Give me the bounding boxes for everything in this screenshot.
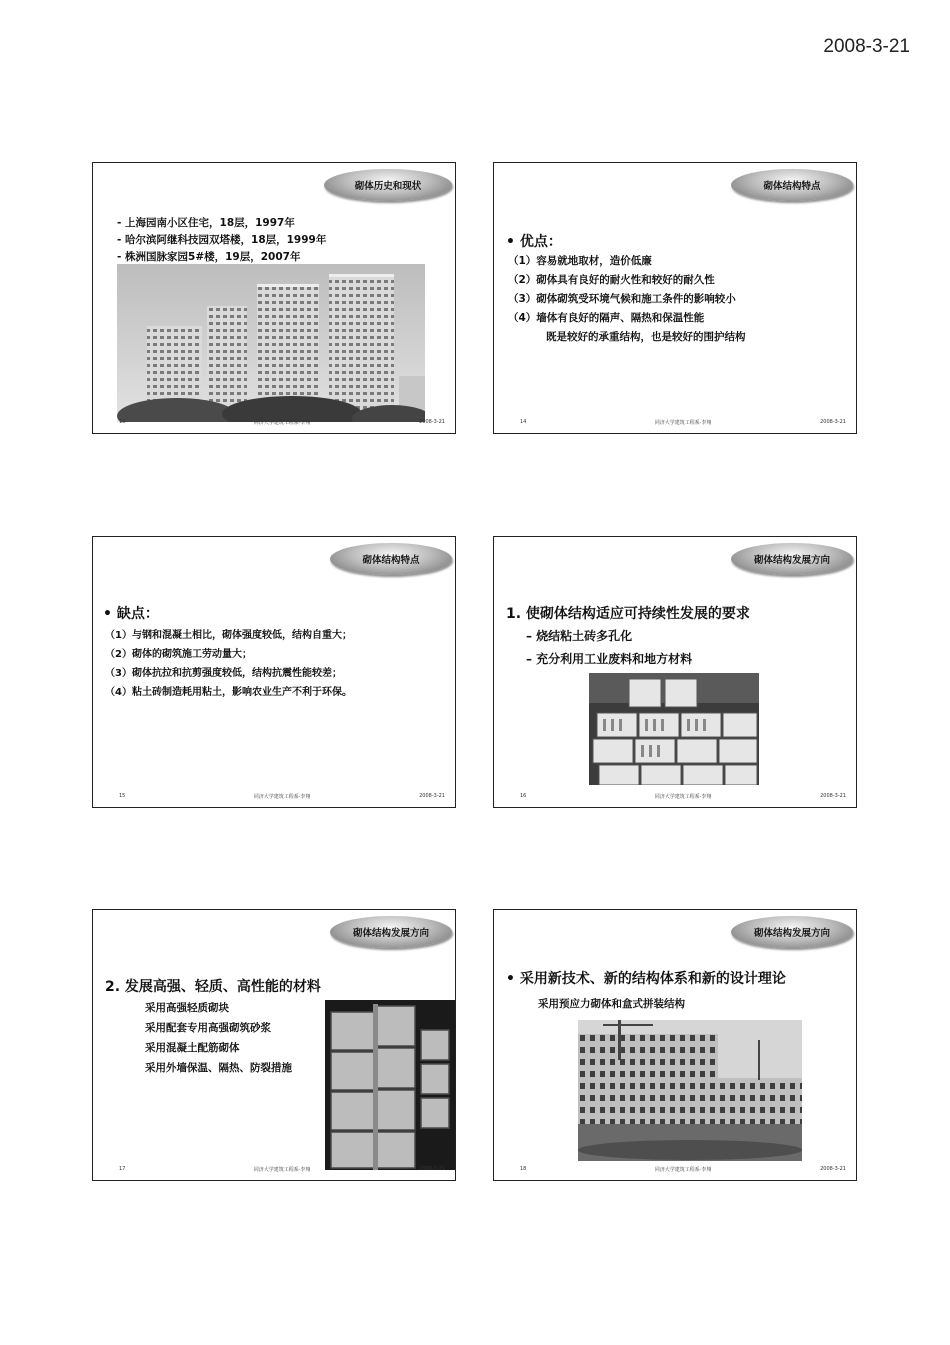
list-item: （3）砌体抗拉和抗剪强度较低，结构抗震性能较差；	[105, 668, 342, 679]
list-item: 采用预应力砌体和盒式拼装结构	[538, 998, 685, 1010]
slide-footer	[119, 793, 445, 803]
list-item: 采用外墙保温、隔热、防裂措施	[145, 1062, 292, 1074]
list-item: （3）砌体砌筑受环境气候和施工条件的影响较小	[508, 293, 736, 305]
footer-date: 2008-3-21	[820, 793, 846, 799]
footer-date: 2008-3-21	[419, 793, 445, 799]
slide-number: 15	[119, 793, 126, 799]
slide-title-badge: 砌体结构发展方向	[731, 916, 853, 948]
list-item: （1）与钢和混凝土相比，砌体强度较低，结构自重大；	[105, 630, 352, 641]
stacked-blocks-photo	[325, 1000, 455, 1170]
slide-number: 14	[520, 419, 527, 425]
footer-date: 2008-3-21	[820, 1166, 846, 1172]
list-item: 采用配套专用高强砌筑砂浆	[145, 1022, 271, 1034]
slide-footer	[119, 1166, 445, 1176]
slide-13	[92, 162, 456, 434]
footer-source: 同济大学建筑工程系·李翔	[253, 1167, 311, 1173]
footer-source: 同济大学建筑工程系·李翔	[654, 420, 712, 426]
high-rise-apartment-photo	[117, 264, 425, 422]
list-item: （2）砌体的砌筑施工劳动量大；	[105, 649, 252, 660]
slide-footer	[520, 793, 846, 803]
slide-15	[92, 536, 456, 808]
slide-title-badge: 砌体结构发展方向	[330, 916, 452, 948]
section-heading: • 采用新技术、新的结构体系和新的设计理论	[506, 971, 786, 987]
sub-item: – 充分利用工业废料和地方材料	[526, 652, 693, 666]
section-heading: • 缺点：	[103, 606, 159, 622]
slide-number: 16	[520, 793, 527, 799]
slide-title-badge: 砌体结构特点	[731, 169, 853, 201]
footer-date: 2008-3-21	[419, 419, 445, 425]
list-item: （4）粘土砖制造耗用粘土，影响农业生产不利于环保。	[105, 687, 352, 698]
list-item: 采用混凝土配筋砌体	[145, 1042, 240, 1054]
bullet-line: - 哈尔滨阿继科技园双塔楼，18层，1999年	[117, 234, 327, 246]
footer-date: 2008-3-21	[419, 1166, 445, 1172]
section-heading: 2. 发展高强、轻质、高性能的材料	[105, 979, 321, 995]
bullet-line: - 株洲国脉家园5#楼，19层，2007年	[117, 251, 301, 263]
footer-source: 同济大学建筑工程系·李翔	[253, 420, 311, 426]
slide-14	[493, 162, 857, 434]
footer-date: 2008-3-21	[820, 419, 846, 425]
section-heading: 1. 使砌体结构适应可持续性发展的要求	[506, 606, 750, 622]
list-item: 既是较好的承重结构，也是较好的围护结构	[546, 331, 746, 343]
perforated-bricks-photo	[589, 673, 759, 785]
prefab-construction-photo	[578, 1020, 802, 1161]
slide-16	[493, 536, 857, 808]
list-item: （4）墙体有良好的隔声、隔热和保温性能	[508, 312, 705, 324]
page-date: 2008-3-21	[823, 36, 910, 57]
footer-source: 同济大学建筑工程系·李翔	[253, 794, 311, 800]
section-heading: • 优点：	[506, 234, 562, 250]
slide-number: 13	[119, 419, 126, 425]
slide-17	[92, 909, 456, 1181]
footer-source: 同济大学建筑工程系·李翔	[654, 1167, 712, 1173]
slide-footer	[520, 419, 846, 429]
slide-title-badge: 砌体结构发展方向	[731, 543, 853, 575]
list-item: （2）砌体具有良好的耐火性和较好的耐久性	[508, 274, 715, 286]
list-item: 采用高强轻质砌块	[145, 1002, 229, 1014]
footer-source: 同济大学建筑工程系·李翔	[654, 794, 712, 800]
slide-footer	[520, 1166, 846, 1176]
list-item: （1）容易就地取材，造价低廉	[508, 255, 652, 267]
sub-item: – 烧结粘土砖多孔化	[526, 629, 633, 643]
slide-title-badge: 砌体结构特点	[330, 543, 452, 575]
slide-18	[493, 909, 857, 1181]
slide-title-badge: 砌体历史和现状	[324, 169, 452, 201]
slide-number: 17	[119, 1166, 126, 1172]
slide-footer	[119, 419, 445, 429]
slide-number: 18	[520, 1166, 527, 1172]
bullet-line: - 上海园南小区住宅，18层，1997年	[117, 217, 295, 229]
